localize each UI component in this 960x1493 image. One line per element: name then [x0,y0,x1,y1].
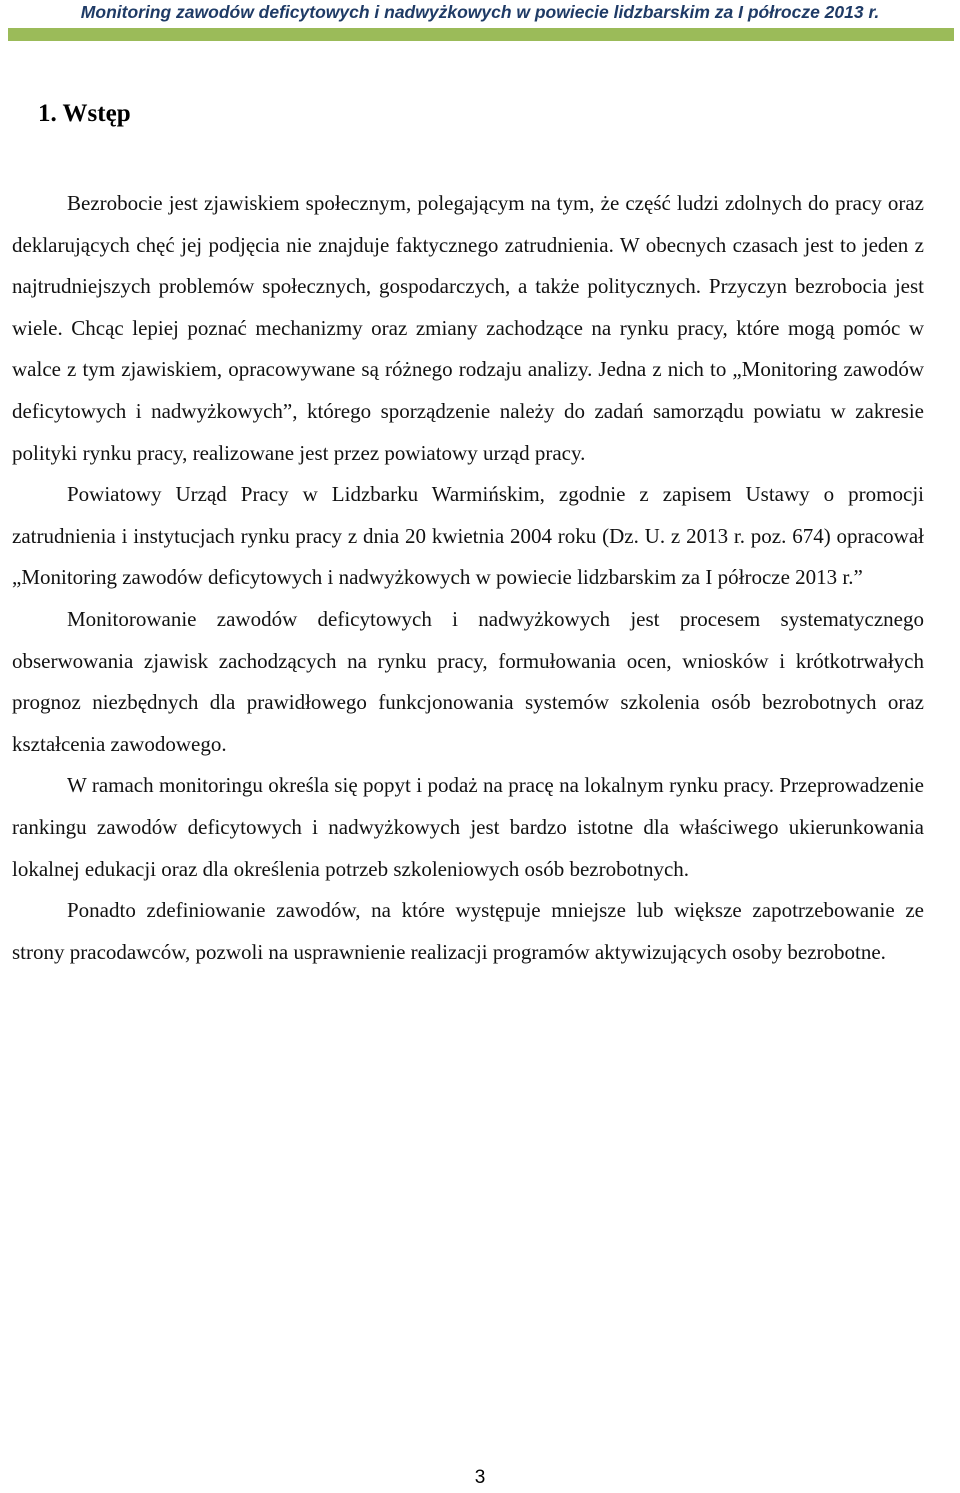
paragraph-ponadto: Ponadto zdefiniowanie zawodów, na które występuje mniejsze lub większe zapotrzebowanie ze strony pracodawców, pozwoli na usprawnienie realizacji programów aktywizujących osoby bezrobotne. [12,898,924,964]
section-title: 1. Wstęp [38,100,131,127]
body-text [12,183,924,973]
running-header: Monitoring zawodów deficytowych i nadwyżkowych w powiecie lidzbarskim za I półrocze 2013 r. [80,2,880,22]
page-number: 3 [474,1467,486,1488]
paragraph-pup: Powiatowy Urząd Pracy w Lidzbarku Warmińskim, zgodnie z zapisem Ustawy o promocji zatrudnienia i instytucjach rynku pracy z dnia 20 kwietnia 2004 roku (Dz. U. z 2013 r. poz. 674) opracował „Monitoring zawodów deficytowych i nadwyżkowych w powiecie lidzbarskim za I półrocze 2013 r.” [12,482,924,590]
paragraph-monitorowanie: Monitorowanie zawodów deficytowych i nadwyżkowych jest procesem systematycznego obserwowania zjawisk zachodzących na rynku pracy, formułowania ocen, wniosków i krótkotrwałych prognoz niezbędnych dla prawidłowego funkcjonowania systemów szkolenia osób bezrobotnych oraz kształcenia zawodowego. [12,606,924,756]
paragraph-ramach: W ramach monitoringu określa się popyt i podaż na pracę na lokalnym rynku pracy. Przeprowadzenie rankingu zawodów deficytowych i nadwyżkowych jest bardzo istotne dla właściwego ukierunkowania lokalnej edukacji oraz dla określenia potrzeb szkoleniowych osób bezrobotnych. [12,773,924,881]
paragraph-intro: Bezrobocie jest zjawiskiem społecznym, polegającym na tym, że część ludzi zdolnych do pracy oraz deklarujących chęć jej podjęcia nie znajduje faktycznego zatrudnienia. W obecnych czasach jest to jeden z najtrudniejszych problemów społecznych, gospodarczych, a także politycznych. Przyczyn bezrobocia jest wiele. Chcąc lepiej poznać mechanizmy oraz zmiany zachodzące na rynku pracy, które mogą pomóc w walce z tym zjawiskiem, opracowywane są różnego rodzaju analizy. Jedna z nich to „Monitoring zawodów deficytowych i nadwyżkowych”, którego sporządzenie należy do zadań samorządu powiatu w zakresie polityki rynku pracy, realizowane jest przez powiatowy urząd pracy. [12,191,924,465]
header-rule [8,28,954,41]
